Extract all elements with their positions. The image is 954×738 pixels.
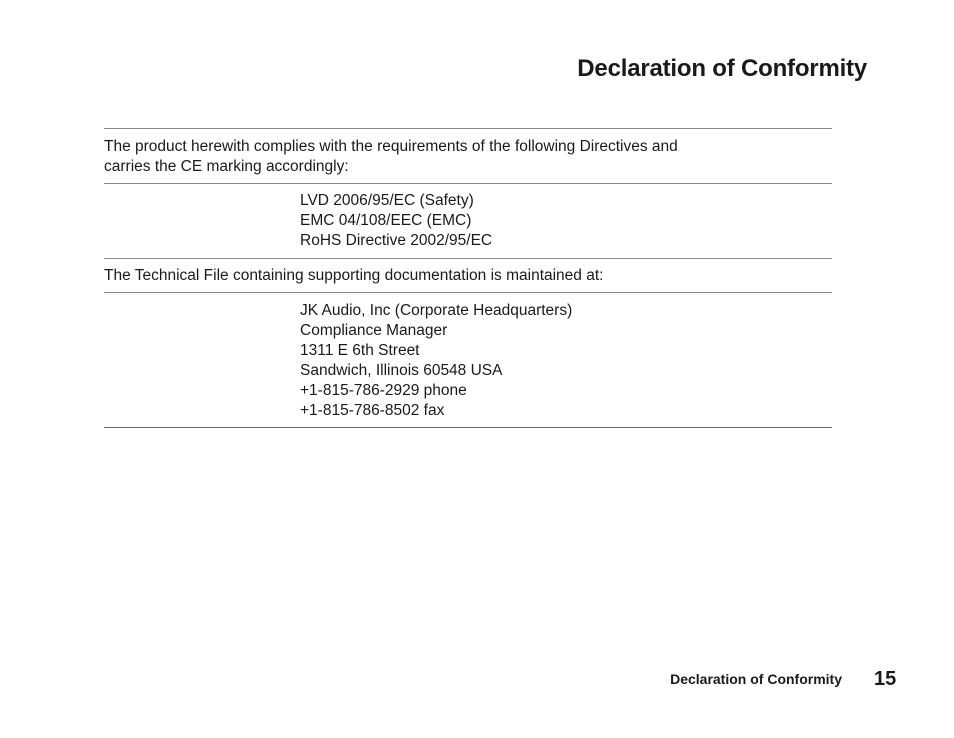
directives-list <box>300 191 492 251</box>
divider-after-statement <box>104 292 832 293</box>
address-line: +1-815-786-8502 fax <box>300 402 445 419</box>
directive-item: EMC 04/108/EEC (EMC) <box>300 212 472 229</box>
directive-item: RoHS Directive 2002/95/EC <box>300 232 493 249</box>
footer-section-title: Declaration of Conformity <box>670 671 842 687</box>
divider-top <box>104 128 832 129</box>
address-line: 1311 E 6th Street <box>300 342 420 359</box>
divider-bottom <box>104 427 832 428</box>
directive-item: LVD 2006/95/EC (Safety) <box>300 192 474 209</box>
page-number: 15 <box>874 668 897 690</box>
technical-file-line: The Technical File containing supporting documentation is maintained at: <box>104 267 604 284</box>
divider-after-intro <box>104 183 832 184</box>
address-line: JK Audio, Inc (Corporate Headquarters) <box>300 302 573 319</box>
intro-paragraph <box>104 137 678 177</box>
page-title: Declaration of Conformity <box>577 55 867 82</box>
address-block <box>300 301 572 421</box>
intro-line-1: The product herewith complies with the requirements of the following Directives and <box>104 138 678 155</box>
intro-line-2: carries the CE marking accordingly: <box>104 158 349 175</box>
address-line: Compliance Manager <box>300 322 448 339</box>
address-line: Sandwich, Illinois 60548 USA <box>300 362 503 379</box>
address-line: +1-815-786-2929 phone <box>300 382 467 399</box>
divider-after-directives <box>104 258 832 259</box>
technical-file-statement <box>104 266 603 286</box>
